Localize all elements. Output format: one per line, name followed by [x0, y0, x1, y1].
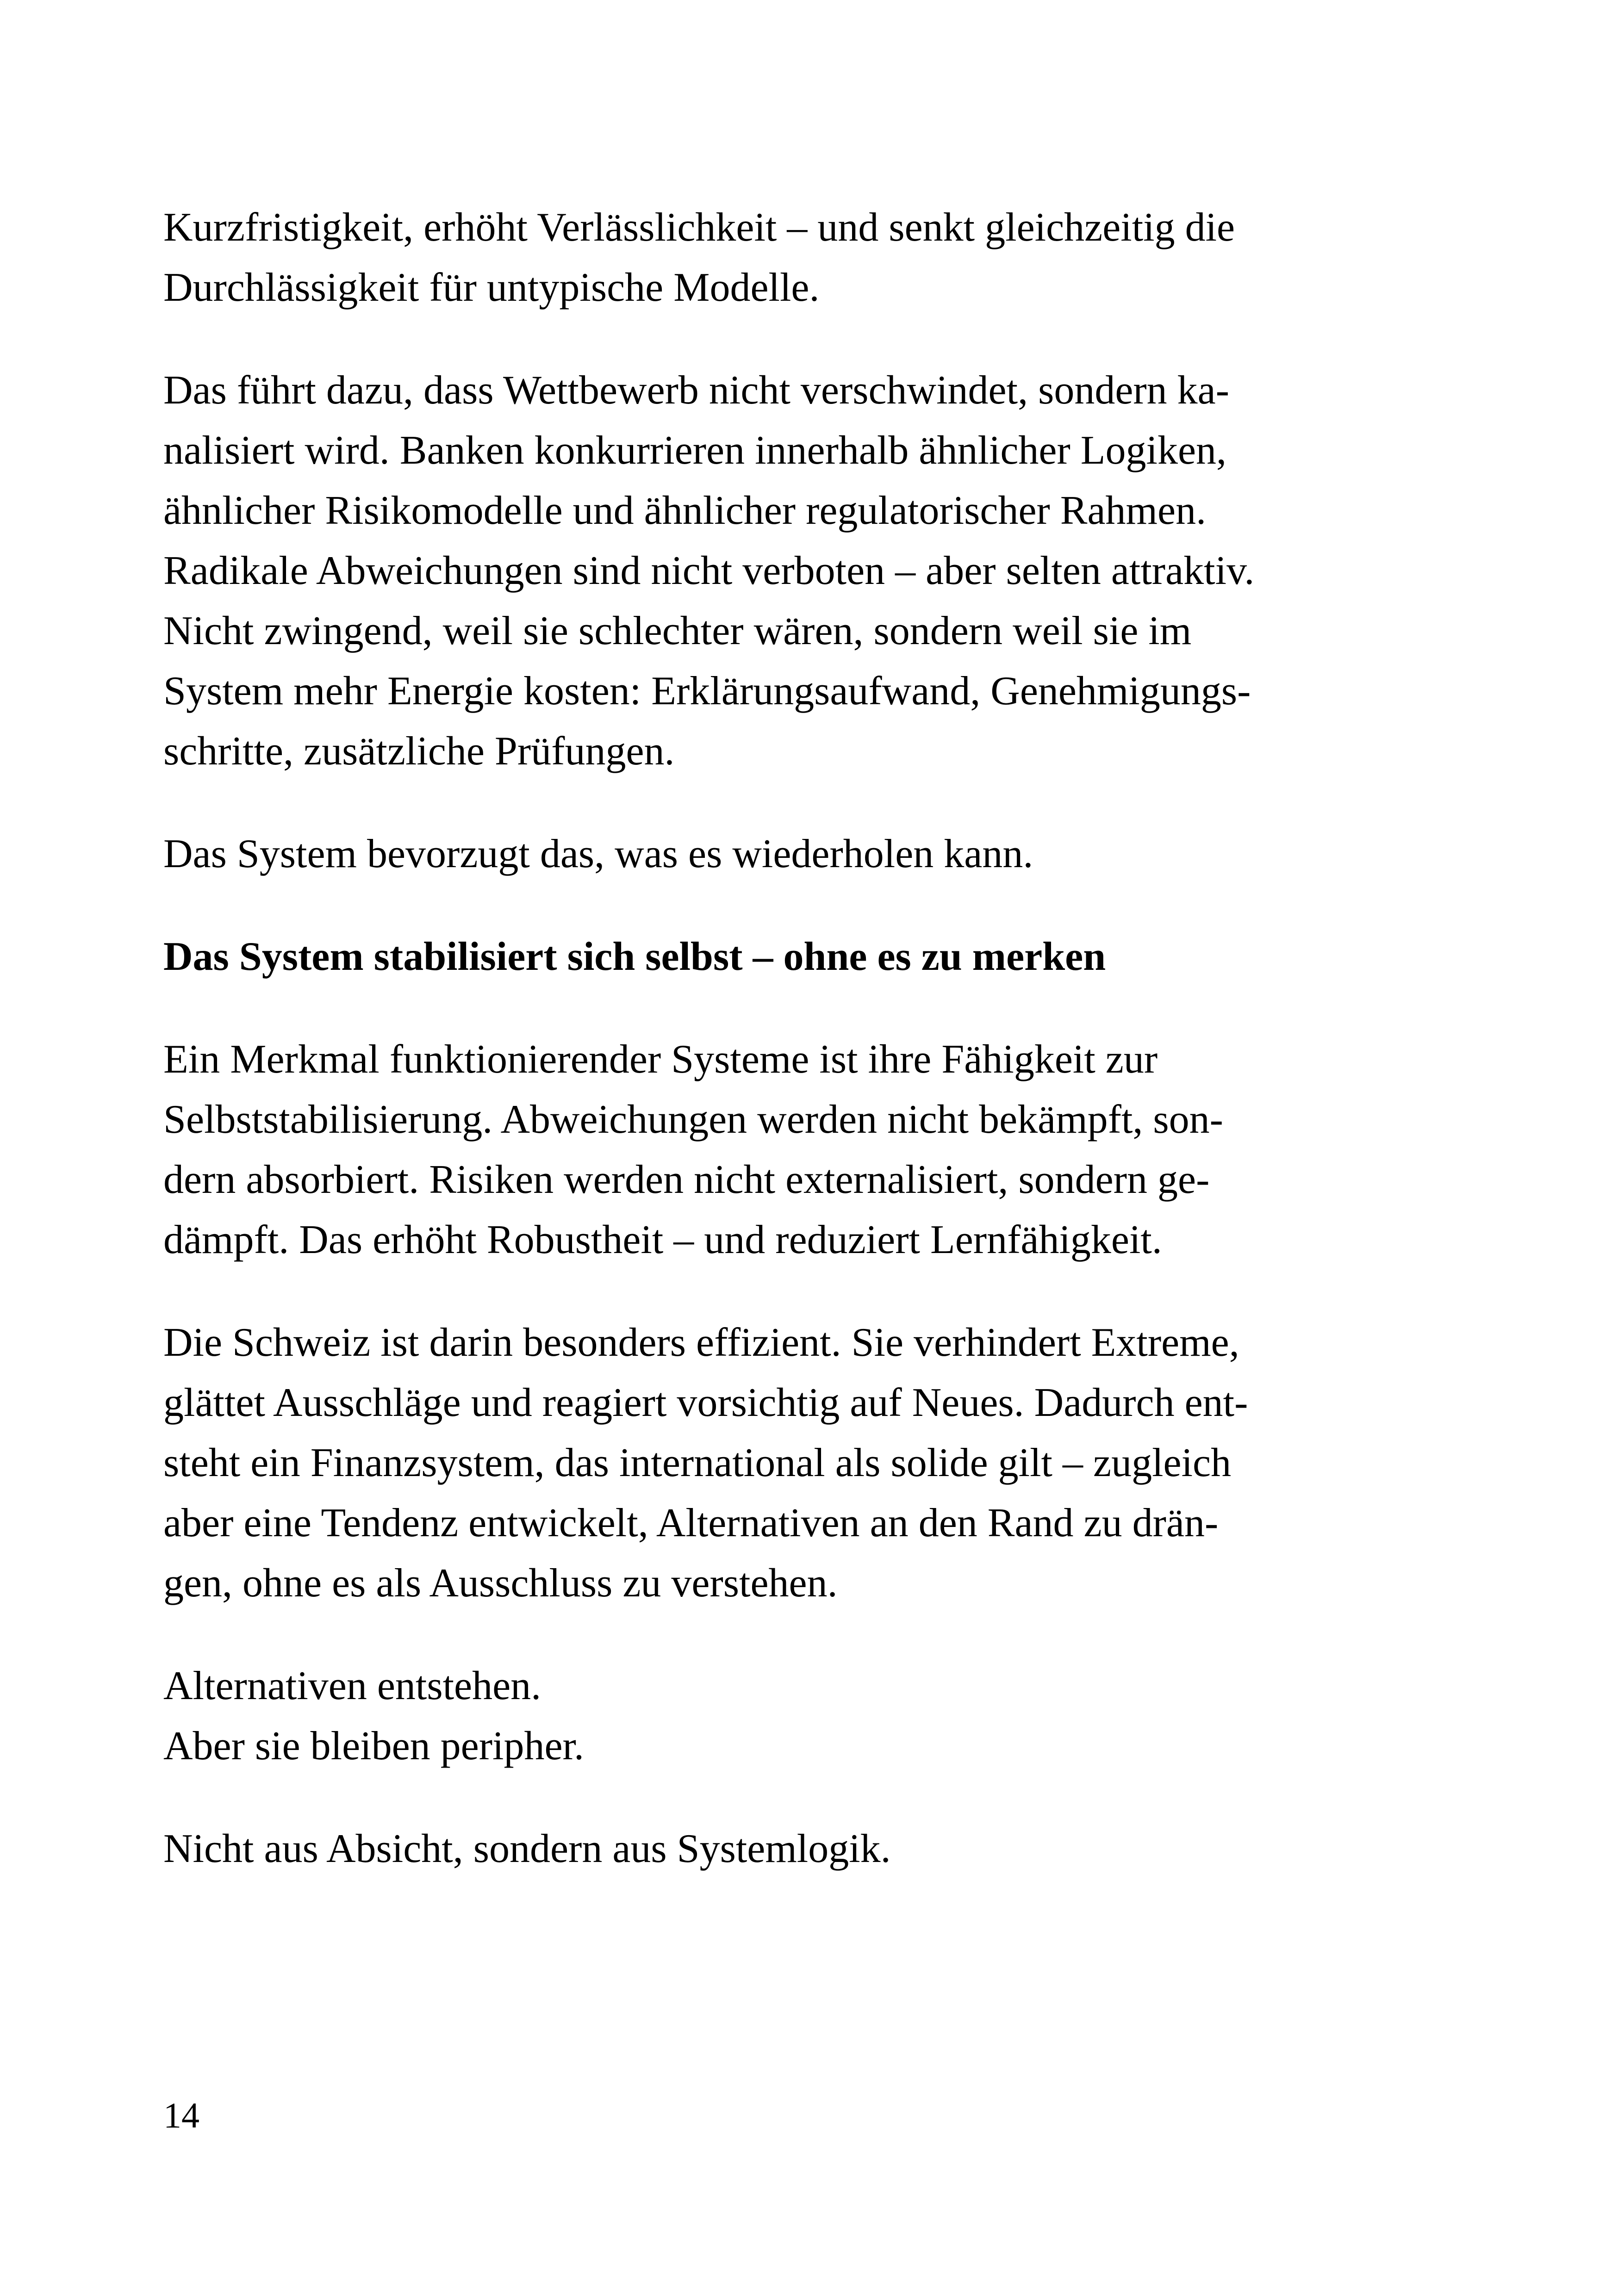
text-line: System mehr Energie kosten: Erklärungsaufwand, Genehmigungs-: [163, 669, 1251, 714]
text-line: gen, ohne es als Ausschluss zu verstehen.: [163, 1561, 838, 1606]
text-line: Das führt dazu, dass Wettbewerb nicht verschwindet, sondern ka-: [163, 368, 1230, 413]
text-line: Die Schweiz ist darin besonders effizient. Sie verhindert Extreme,: [163, 1320, 1239, 1365]
text-line: Ein Merkmal funktionierender Systeme ist ihre Fähigkeit zur: [163, 1037, 1158, 1082]
text-line: Selbststabilisierung. Abweichungen werden nicht bekämpft, son-: [163, 1097, 1223, 1142]
text-line: dämpft. Das erhöht Robustheit – und reduziert Lernfähigkeit.: [163, 1217, 1162, 1262]
text-line: Das System bevorzugt das, was es wiederholen kann.: [163, 832, 1033, 876]
text-line: steht ein Finanzsystem, das international als solide gilt – zugleich: [163, 1440, 1232, 1485]
text-line: Alternativen entstehen.: [163, 1663, 541, 1708]
text-line: Radikale Abweichungen sind nicht verboten – aber selten attraktiv.: [163, 548, 1255, 593]
text-line: schritte, zusätzliche Prüfungen.: [163, 729, 675, 774]
section-heading: Das System stabilisiert sich selbst – ohne es zu merken: [163, 934, 1106, 979]
text-line: Nicht zwingend, weil sie schlechter wären, sondern weil sie im: [163, 608, 1192, 653]
text-line: Aber sie bleiben peripher.: [163, 1724, 585, 1769]
text-line: glättet Ausschläge und reagiert vorsichtig auf Neues. Dadurch ent-: [163, 1380, 1248, 1425]
page-number: 14: [163, 2095, 199, 2135]
text-line: aber eine Tendenz entwickelt, Alternativen an den Rand zu drän-: [163, 1501, 1219, 1545]
text-line: Durchlässigkeit für untypische Modelle.: [163, 265, 820, 310]
text-line: dern absorbiert. Risiken werden nicht externalisiert, sondern ge-: [163, 1157, 1210, 1202]
text-line: Nicht aus Absicht, sondern aus Systemlogik.: [163, 1826, 891, 1871]
text-line: nalisiert wird. Banken konkurrieren innerhalb ähnlicher Logiken,: [163, 428, 1227, 473]
text-line: Kurzfristigkeit, erhöht Verlässlichkeit – und senkt gleichzeitig die: [163, 205, 1235, 250]
text-line: ähnlicher Risikomodelle und ähnlicher regulatorischer Rahmen.: [163, 488, 1207, 533]
